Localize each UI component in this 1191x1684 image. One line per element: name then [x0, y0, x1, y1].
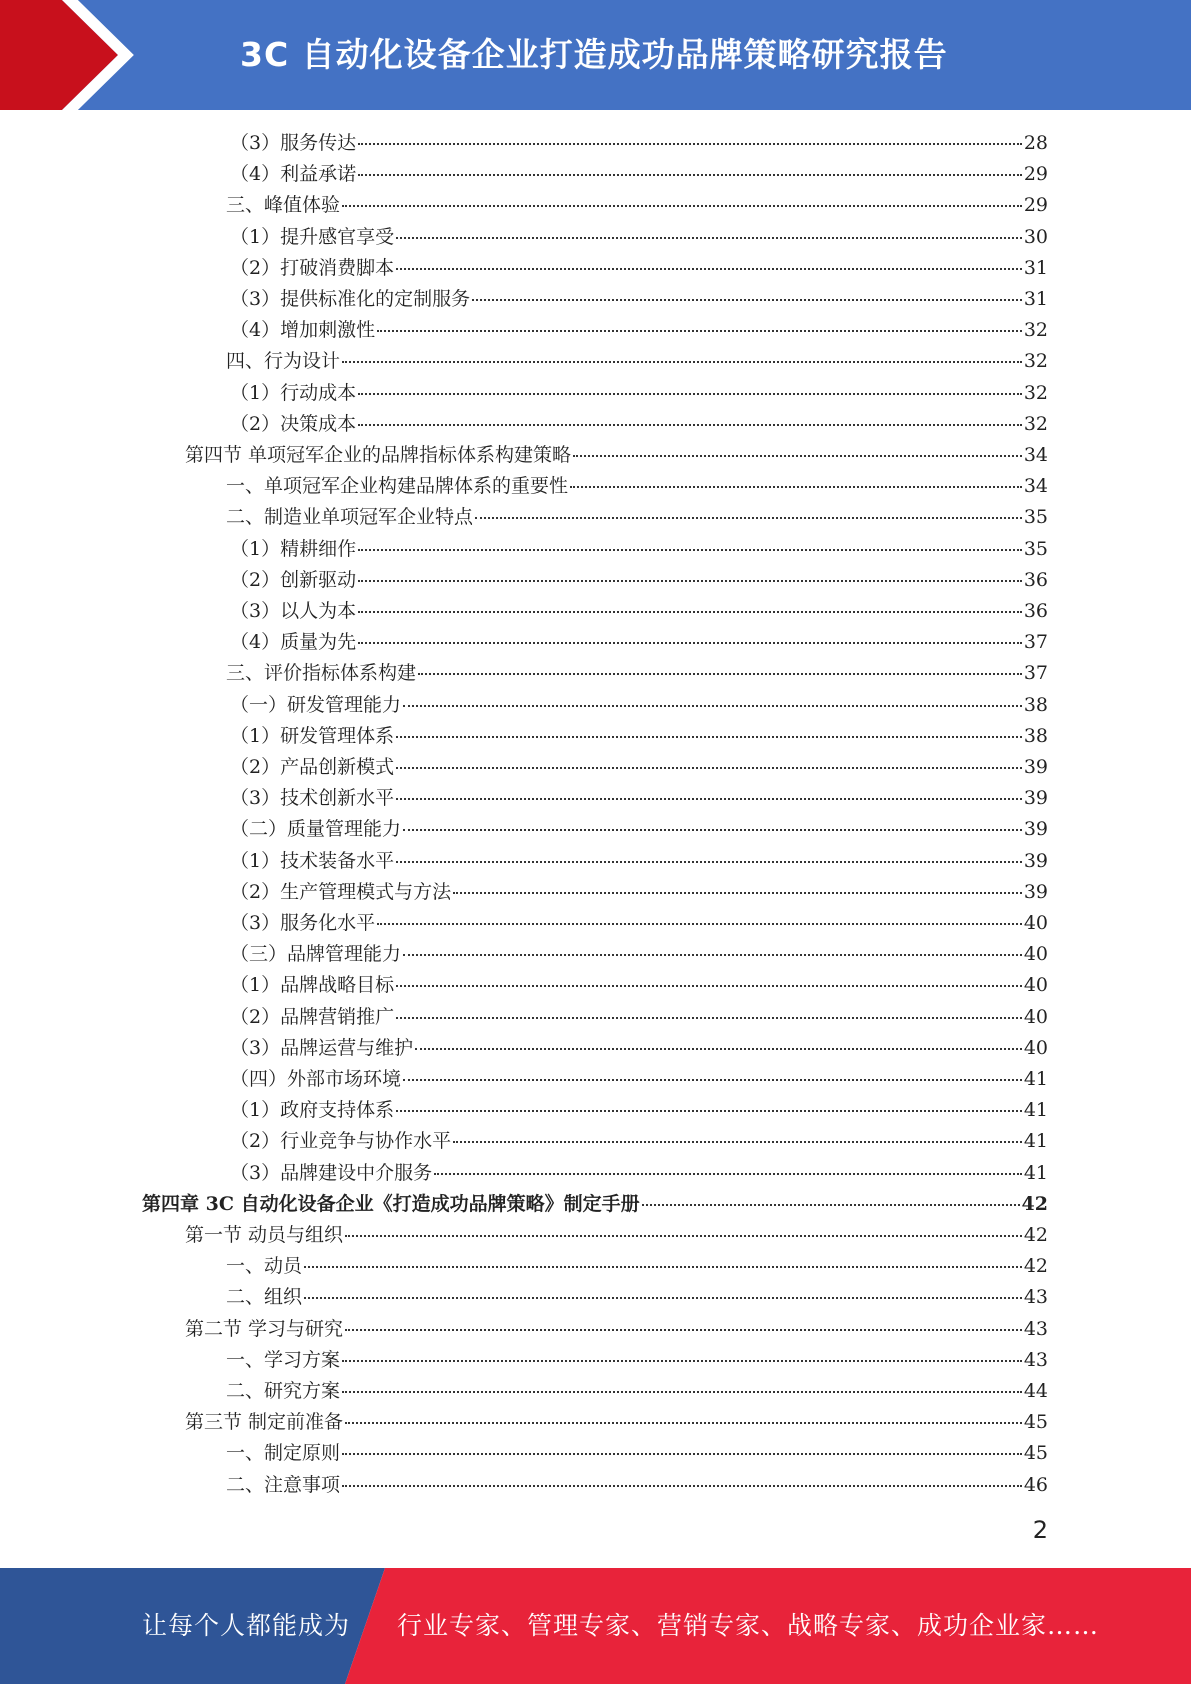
toc-entry-page: 32 — [1023, 350, 1048, 372]
toc-entry[interactable] — [230, 596, 1048, 627]
toc-entry[interactable] — [226, 1282, 1048, 1313]
toc-dot-leader — [342, 1484, 1022, 1487]
toc-dot-leader — [396, 1109, 1022, 1112]
toc-entry-page: 36 — [1023, 600, 1048, 622]
toc-entry[interactable] — [230, 877, 1048, 908]
toc-entry-label: （3）服务化水平 — [230, 912, 376, 934]
toc-entry-label: 一、单项冠军企业构建品牌体系的重要性 — [226, 475, 569, 497]
toc-dot-leader — [358, 579, 1022, 582]
toc-entry[interactable] — [230, 1158, 1048, 1189]
toc-entry[interactable] — [230, 846, 1048, 877]
toc-dot-leader — [342, 1390, 1022, 1393]
toc-entry-page: 39 — [1023, 881, 1048, 903]
toc-dot-leader — [403, 1078, 1022, 1081]
toc-entry-page: 32 — [1023, 319, 1048, 341]
toc-entry[interactable] — [226, 1438, 1048, 1469]
toc-entry[interactable] — [226, 1470, 1048, 1501]
toc-dot-leader — [472, 298, 1022, 301]
toc-entry-page: 37 — [1023, 662, 1048, 684]
toc-entry-page: 39 — [1023, 756, 1048, 778]
toc-dot-leader — [573, 454, 1022, 457]
toc-dot-leader — [377, 922, 1022, 925]
toc-entry[interactable] — [226, 346, 1048, 377]
toc-entry-page: 40 — [1023, 1006, 1048, 1028]
toc-entry-label: 一、动员 — [226, 1255, 303, 1277]
toc-dot-leader — [358, 423, 1022, 426]
toc-entry-label: （1）提升感官享受 — [230, 226, 395, 248]
toc-entry-label: （3）提供标准化的定制服务 — [230, 288, 471, 310]
toc-entry-page: 44 — [1023, 1380, 1048, 1402]
toc-entry[interactable] — [230, 627, 1048, 658]
toc-entry-page: 41 — [1023, 1068, 1048, 1090]
toc-entry[interactable] — [230, 409, 1048, 440]
toc-entry[interactable] — [226, 502, 1048, 533]
toc-entry-label: 一、学习方案 — [226, 1349, 341, 1371]
toc-entry-page: 35 — [1023, 506, 1048, 528]
toc-dot-leader — [358, 392, 1022, 395]
toc-entry-page: 35 — [1023, 538, 1048, 560]
toc-entry-page: 31 — [1023, 257, 1048, 279]
toc-entry-page: 38 — [1023, 694, 1048, 716]
toc-entry-label: （4）利益承诺 — [230, 163, 357, 185]
toc-entry-page: 38 — [1023, 725, 1048, 747]
toc-dot-leader — [396, 860, 1022, 863]
toc-dot-leader — [434, 1172, 1022, 1175]
toc-dot-leader — [396, 236, 1022, 239]
toc-entry-page: 43 — [1023, 1349, 1048, 1371]
toc-entry-page: 34 — [1023, 444, 1048, 466]
toc-entry-label: 二、研究方案 — [226, 1380, 341, 1402]
toc-entry-page: 42 — [1021, 1193, 1048, 1215]
toc-entry-page: 45 — [1023, 1411, 1048, 1433]
toc-entry[interactable] — [226, 1376, 1048, 1407]
toc-entry-label: （1）政府支持体系 — [230, 1099, 395, 1121]
toc-entry[interactable] — [230, 315, 1048, 346]
toc-entry[interactable] — [230, 970, 1048, 1001]
footer-slogan-left: 让每个人都能成为 — [142, 1611, 351, 1640]
toc-dot-leader — [396, 766, 1022, 769]
toc-entry-label: （2）创新驱动 — [230, 569, 357, 591]
toc-entry-page: 40 — [1023, 1037, 1048, 1059]
toc-entry[interactable] — [185, 1314, 1048, 1345]
toc-entry[interactable] — [226, 190, 1048, 221]
toc-entry[interactable] — [230, 565, 1048, 596]
footer-band — [0, 1568, 1191, 1684]
toc-entry[interactable] — [230, 814, 1048, 845]
toc-entry-label: 一、制定原则 — [226, 1442, 341, 1464]
toc-entry[interactable] — [230, 159, 1048, 190]
toc-entry-label: 三、峰值体验 — [226, 194, 341, 216]
toc-entry-label: （4）质量为先 — [230, 631, 357, 653]
toc-entry-label: （1）品牌战略目标 — [230, 974, 395, 996]
toc-dot-leader — [403, 953, 1022, 956]
toc-entry-label: 第一节 动员与组织 — [185, 1224, 344, 1246]
toc-dot-leader — [415, 1047, 1022, 1050]
toc-entry-label: （2）产品创新模式 — [230, 756, 395, 778]
toc-entry-label: （1）行动成本 — [230, 382, 357, 404]
toc-entry-label: （三）品牌管理能力 — [230, 943, 402, 965]
toc-entry-label: （4）增加刺激性 — [230, 319, 376, 341]
toc-entry-page: 31 — [1023, 288, 1048, 310]
toc-entry[interactable] — [142, 1189, 1048, 1220]
toc-entry-label: 第三节 制定前准备 — [185, 1411, 344, 1433]
toc-dot-leader — [358, 173, 1022, 176]
toc-entry[interactable] — [230, 908, 1048, 939]
toc-entry-label: （1）精耕细作 — [230, 538, 357, 560]
toc-entry-label: （2）品牌营销推广 — [230, 1006, 395, 1028]
header-arrow-icon — [0, 0, 160, 110]
toc-entry[interactable] — [230, 222, 1048, 253]
toc-entry[interactable] — [230, 128, 1048, 159]
footer-slogan-right: 行业专家、管理专家、营销专家、战略专家、成功企业家…… — [397, 1611, 1100, 1640]
toc-entry-page: 42 — [1023, 1224, 1048, 1246]
page-number: 2 — [1032, 1516, 1048, 1544]
toc-entry-page: 30 — [1023, 226, 1048, 248]
toc-entry-page: 28 — [1023, 132, 1048, 154]
toc-dot-leader — [453, 891, 1022, 894]
toc-entry-label: （2）生产管理模式与方法 — [230, 881, 452, 903]
toc-entry[interactable] — [230, 721, 1048, 752]
toc-entry-label: 第二节 学习与研究 — [185, 1318, 344, 1340]
toc-entry[interactable] — [230, 939, 1048, 970]
toc-dot-leader — [358, 548, 1022, 551]
toc-entry-label: （3）品牌运营与维护 — [230, 1037, 414, 1059]
toc-dot-leader — [342, 204, 1022, 207]
toc-entry-page: 40 — [1023, 943, 1048, 965]
toc-entry[interactable] — [230, 1033, 1048, 1064]
toc-entry-page: 36 — [1023, 569, 1048, 591]
toc-dot-leader — [396, 735, 1022, 738]
toc-entry[interactable] — [226, 658, 1048, 689]
header-band — [0, 0, 1191, 110]
toc-entry-page: 43 — [1023, 1286, 1048, 1308]
toc-dot-leader — [358, 641, 1022, 644]
toc-entry-label: 第四章 3C 自动化设备企业《打造成功品牌策略》制定手册 — [142, 1193, 640, 1215]
toc-entry-label: （四）外部市场环境 — [230, 1068, 402, 1090]
toc-entry[interactable] — [230, 284, 1048, 315]
toc-dot-leader — [358, 610, 1022, 613]
toc-entry[interactable] — [185, 1407, 1048, 1438]
toc-entry-page: 29 — [1023, 163, 1048, 185]
toc-entry-label: （1）研发管理体系 — [230, 725, 395, 747]
toc-entry[interactable] — [230, 783, 1048, 814]
toc-entry-label: （3）品牌建设中介服务 — [230, 1162, 433, 1184]
toc-dot-leader — [642, 1203, 1020, 1206]
toc-entry-page: 39 — [1023, 850, 1048, 872]
toc-dot-leader — [403, 828, 1022, 831]
toc-entry-label: （3）以人为本 — [230, 600, 357, 622]
toc-entry-label: （3）服务传达 — [230, 132, 357, 154]
toc-entry-label: 二、注意事项 — [226, 1474, 341, 1496]
toc-entry-label: 第四节 单项冠军企业的品牌指标体系构建策略 — [185, 444, 572, 466]
toc-entry-label: （2）行业竞争与协作水平 — [230, 1130, 452, 1152]
toc-dot-leader — [475, 516, 1022, 519]
toc-entry-page: 32 — [1023, 382, 1048, 404]
toc-dot-leader — [396, 797, 1022, 800]
toc-dot-leader — [570, 485, 1022, 488]
toc-dot-leader — [342, 1359, 1022, 1362]
toc-entry-page: 29 — [1023, 194, 1048, 216]
toc-entry-page: 41 — [1023, 1099, 1048, 1121]
toc-entry[interactable] — [226, 1345, 1048, 1376]
toc-entry-page: 41 — [1023, 1130, 1048, 1152]
toc-entry[interactable] — [226, 1251, 1048, 1282]
toc-entry-page: 39 — [1023, 818, 1048, 840]
toc-entry[interactable] — [230, 534, 1048, 565]
toc-entry-label: 二、制造业单项冠军企业特点 — [226, 506, 474, 528]
toc-dot-leader — [304, 1265, 1022, 1268]
toc-entry-label: （3）技术创新水平 — [230, 787, 395, 809]
toc-dot-leader — [418, 672, 1022, 675]
toc-dot-leader — [396, 1016, 1022, 1019]
toc-entry-page: 46 — [1023, 1474, 1048, 1496]
toc-entry-page: 32 — [1023, 413, 1048, 435]
toc-dot-leader — [377, 329, 1022, 332]
toc-dot-leader — [345, 1328, 1022, 1331]
toc-entry-page: 45 — [1023, 1442, 1048, 1464]
toc-entry-label: （一）研发管理能力 — [230, 694, 402, 716]
toc-entry[interactable] — [230, 378, 1048, 409]
toc-dot-leader — [342, 1452, 1022, 1455]
toc-entry-page: 39 — [1023, 787, 1048, 809]
toc-entry-label: （二）质量管理能力 — [230, 818, 402, 840]
toc-entry-label: 四、行为设计 — [226, 350, 341, 372]
toc-entry-page: 41 — [1023, 1162, 1048, 1184]
toc-entry[interactable] — [185, 440, 1048, 471]
toc-entry-page: 40 — [1023, 974, 1048, 996]
toc-entry-page: 43 — [1023, 1318, 1048, 1340]
toc-entry-label: 三、评价指标体系构建 — [226, 662, 417, 684]
toc-entry-page: 37 — [1023, 631, 1048, 653]
toc-entry-page: 42 — [1023, 1255, 1048, 1277]
toc-dot-leader — [403, 704, 1022, 707]
toc-dot-leader — [304, 1296, 1022, 1299]
toc-dot-leader — [396, 984, 1022, 987]
toc-entry[interactable] — [230, 253, 1048, 284]
toc-dot-leader — [342, 360, 1022, 363]
toc-entry-label: （1）技术装备水平 — [230, 850, 395, 872]
toc-entry[interactable] — [230, 752, 1048, 783]
toc-entry-page: 40 — [1023, 912, 1048, 934]
toc-entry[interactable] — [230, 1064, 1048, 1095]
toc-dot-leader — [358, 142, 1022, 145]
toc-entry-label: 二、组织 — [226, 1286, 303, 1308]
toc-dot-leader — [453, 1140, 1022, 1143]
toc-entry-label: （2）打破消费脚本 — [230, 257, 395, 279]
toc-entry[interactable] — [226, 471, 1048, 502]
toc-entry[interactable] — [230, 1126, 1048, 1157]
toc-entry-label: （2）决策成本 — [230, 413, 357, 435]
toc-dot-leader — [345, 1234, 1022, 1237]
toc-entry[interactable] — [230, 690, 1048, 721]
toc-entry[interactable] — [185, 1220, 1048, 1251]
toc-entry-page: 34 — [1023, 475, 1048, 497]
report-title: 3C 自动化设备企业打造成功品牌策略研究报告 — [240, 35, 948, 74]
toc-entry[interactable] — [230, 1095, 1048, 1126]
toc-dot-leader — [345, 1421, 1022, 1424]
toc-dot-leader — [396, 267, 1022, 270]
toc-entry[interactable] — [230, 1002, 1048, 1033]
